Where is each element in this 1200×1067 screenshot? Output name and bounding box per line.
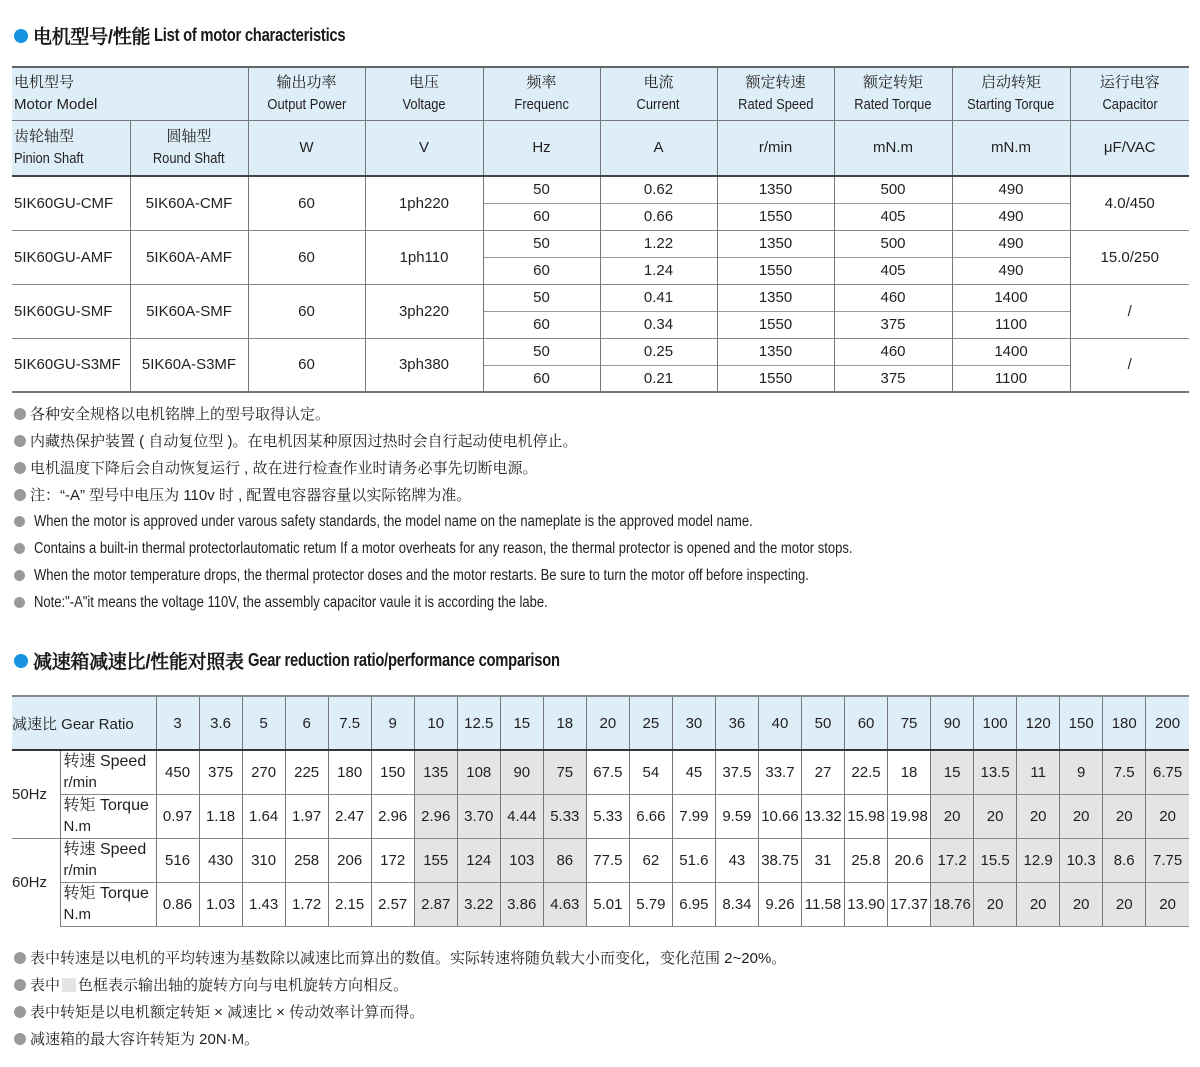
- rated-torque: 460: [834, 284, 952, 311]
- gear-value-cell: 20: [1146, 794, 1189, 838]
- note-cn: 表中转矩是以电机额定转矩 × 减速比 × 传动效率计算而得。: [14, 998, 786, 1025]
- gear-value-cell: 15.5: [974, 838, 1017, 882]
- capacitor: /: [1070, 284, 1189, 338]
- gear-value-cell: 2.96: [371, 794, 414, 838]
- note-en: When the motor temperature drops, the thermal protector doses and the motor restarts. Be sure to turn the motor off before inspecting.: [14, 562, 1008, 589]
- gear-value-cell: 7.99: [672, 794, 715, 838]
- gear-value-cell: 258: [285, 838, 328, 882]
- capacitor: /: [1070, 338, 1189, 392]
- rated-torque: 460: [834, 338, 952, 365]
- gear-value-cell: 43: [715, 838, 758, 882]
- gear-ratio-header: 18: [543, 696, 586, 750]
- frequency: 50: [483, 176, 600, 203]
- gear-table-row: [12, 882, 1189, 926]
- rated-torque: 375: [834, 311, 952, 338]
- gear-ratio-header: 12.5: [457, 696, 500, 750]
- gear-value-cell: 10.3: [1060, 838, 1103, 882]
- gear-value-cell: 75: [543, 750, 586, 794]
- rated-speed: 1550: [717, 257, 834, 284]
- gear-value-cell: 9.26: [758, 882, 801, 926]
- gear-value-cell: 375: [199, 750, 242, 794]
- note-en: Note:"-A"it means the voltage 110V, the assembly capacitor vaule it is according the labe.: [14, 589, 1008, 616]
- bullet-icon: [14, 435, 26, 447]
- gear-ratio-header: 10: [414, 696, 457, 750]
- output-power: 60: [248, 338, 365, 392]
- gear-value-cell: 19.98: [888, 794, 931, 838]
- gear-value-cell: 206: [328, 838, 371, 882]
- motor-table-row: [12, 338, 1189, 365]
- current: 0.21: [600, 365, 717, 392]
- gear-ratio-header: 30: [672, 696, 715, 750]
- current: 0.62: [600, 176, 717, 203]
- section-title-motor-characteristics: [14, 22, 388, 49]
- gear-value-cell: 225: [285, 750, 328, 794]
- starting-torque: 1100: [952, 365, 1070, 392]
- gear-value-cell: 2.15: [328, 882, 371, 926]
- bullet-icon: [14, 408, 26, 420]
- gear-value-cell: 3.22: [457, 882, 500, 926]
- gear-value-cell: 51.6: [672, 838, 715, 882]
- gear-value-cell: 38.75: [758, 838, 801, 882]
- gear-notes: [14, 944, 786, 1052]
- header-pinion-shaft: 齿轮轴型 Pinion Shaft: [12, 120, 130, 176]
- gear-value-cell: 7.75: [1146, 838, 1189, 882]
- gear-table-row: [12, 750, 1189, 794]
- gear-ratio-header: 36: [715, 696, 758, 750]
- gear-value-cell: 5.33: [586, 794, 629, 838]
- gear-value-cell: 20: [1103, 882, 1146, 926]
- gear-value-cell: 2.47: [328, 794, 371, 838]
- rated-torque: 500: [834, 230, 952, 257]
- note-cn: 减速箱的最大容许转矩为 20N·M。: [14, 1025, 786, 1052]
- gear-value-cell: 1.18: [199, 794, 242, 838]
- gear-value-cell: 5.01: [586, 882, 629, 926]
- gear-value-cell: 3.70: [457, 794, 500, 838]
- gear-value-cell: 2.96: [414, 794, 457, 838]
- motor-table-row: [12, 230, 1189, 257]
- row-label: 转速 Speed r/min: [60, 838, 156, 882]
- starting-torque: 490: [952, 257, 1070, 284]
- frequency: 60: [483, 365, 600, 392]
- header-current: 电流 Current: [600, 67, 717, 120]
- frequency: 60: [483, 203, 600, 230]
- row-label: 转矩 Torque N.m: [60, 794, 156, 838]
- unit-current: A: [600, 120, 717, 176]
- gear-value-cell: 20: [974, 794, 1017, 838]
- gear-ratio-header: 60: [845, 696, 888, 750]
- unit-voltage: V: [365, 120, 483, 176]
- frequency-label: 50Hz: [12, 750, 60, 838]
- gear-value-cell: 25.8: [845, 838, 888, 882]
- header-motor-model: 电机型号 Motor Model: [12, 67, 248, 120]
- header-rated-speed: 额定转速 Rated Speed: [717, 67, 834, 120]
- header-capacitor: 运行电容 Capacitor: [1070, 67, 1189, 120]
- gear-ratio-header: 25: [629, 696, 672, 750]
- header-rated-torque: 额定转矩 Rated Torque: [834, 67, 952, 120]
- rated-speed: 1550: [717, 311, 834, 338]
- frequency: 60: [483, 311, 600, 338]
- gear-ratio-header: 3: [156, 696, 199, 750]
- pinion-shaft-model: 5IK60GU-CMF: [12, 176, 130, 230]
- gear-value-cell: 0.86: [156, 882, 199, 926]
- note-cn: 表中转速是以电机的平均转速为基数除以减速比而算出的数值。实际转速将随负载大小而变化，变化范围 2~20%。: [14, 944, 786, 971]
- frequency: 50: [483, 338, 600, 365]
- row-label: 转矩 Torque N.m: [60, 882, 156, 926]
- gear-value-cell: 124: [457, 838, 500, 882]
- round-shaft-model: 5IK60A-CMF: [130, 176, 248, 230]
- round-shaft-model: 5IK60A-AMF: [130, 230, 248, 284]
- gear-value-cell: 103: [500, 838, 543, 882]
- note-en: When the motor is approved under varous safety standards, the model name on the nameplate is the approved model name.: [14, 508, 1008, 535]
- bullet-icon: [14, 597, 25, 608]
- gear-value-cell: 17.37: [888, 882, 931, 926]
- gear-value-cell: 5.79: [629, 882, 672, 926]
- gear-value-cell: 20: [1103, 794, 1146, 838]
- gear-value-cell: 15: [931, 750, 974, 794]
- gear-value-cell: 12.9: [1017, 838, 1060, 882]
- bullet-icon: [14, 1006, 26, 1018]
- header-voltage: 电压 Voltage: [365, 67, 483, 120]
- frequency: 50: [483, 230, 600, 257]
- rated-speed: 1550: [717, 365, 834, 392]
- rated-speed: 1350: [717, 284, 834, 311]
- gear-value-cell: 108: [457, 750, 500, 794]
- starting-torque: 1400: [952, 338, 1070, 365]
- frequency-label: 60Hz: [12, 838, 60, 926]
- gear-value-cell: 9.59: [715, 794, 758, 838]
- gear-table-row: [12, 838, 1189, 882]
- gear-value-cell: 11.58: [801, 882, 844, 926]
- gear-ratio-header: 5: [242, 696, 285, 750]
- starting-torque: 1400: [952, 284, 1070, 311]
- gear-value-cell: 450: [156, 750, 199, 794]
- pinion-shaft-model: 5IK60GU-AMF: [12, 230, 130, 284]
- gear-value-cell: 20: [1146, 882, 1189, 926]
- starting-torque: 490: [952, 230, 1070, 257]
- bullet-icon: [14, 979, 26, 991]
- rated-speed: 1350: [717, 230, 834, 257]
- gear-value-cell: 17.2: [931, 838, 974, 882]
- bullet-icon: [14, 489, 26, 501]
- capacitor: 4.0/450: [1070, 176, 1189, 230]
- rated-torque: 500: [834, 176, 952, 203]
- bullet-icon: [14, 952, 26, 964]
- gear-value-cell: 45: [672, 750, 715, 794]
- gear-ratio-header: 3.6: [199, 696, 242, 750]
- gear-value-cell: 4.63: [543, 882, 586, 926]
- gear-value-cell: 1.72: [285, 882, 328, 926]
- gear-ratio-header: 150: [1060, 696, 1103, 750]
- note-en: Contains a built-in thermal protectorlautomatic retum If a motor overheats for any reason, the thermal protector is opened and the motor stops.: [14, 535, 1008, 562]
- voltage: 1ph220: [365, 176, 483, 230]
- output-power: 60: [248, 176, 365, 230]
- current: 0.41: [600, 284, 717, 311]
- rated-torque: 405: [834, 257, 952, 284]
- gear-value-cell: 37.5: [715, 750, 758, 794]
- gear-value-cell: 516: [156, 838, 199, 882]
- pinion-shaft-model: 5IK60GU-SMF: [12, 284, 130, 338]
- gear-value-cell: 67.5: [586, 750, 629, 794]
- gear-value-cell: 20: [931, 794, 974, 838]
- gear-value-cell: 155: [414, 838, 457, 882]
- gear-ratio-header: 50: [801, 696, 844, 750]
- section-title-cn: 减速箱减速比/性能对照表: [33, 652, 244, 673]
- voltage: 3ph380: [365, 338, 483, 392]
- gear-value-cell: 0.97: [156, 794, 199, 838]
- gear-ratio-header: 40: [758, 696, 801, 750]
- gear-value-cell: 9: [1060, 750, 1103, 794]
- starting-torque: 1100: [952, 311, 1070, 338]
- frequency: 60: [483, 257, 600, 284]
- rated-speed: 1550: [717, 203, 834, 230]
- gear-table-row: [12, 794, 1189, 838]
- gear-value-cell: 1.64: [242, 794, 285, 838]
- gear-value-cell: 13.90: [845, 882, 888, 926]
- starting-torque: 490: [952, 203, 1070, 230]
- note-cn: 各种安全规格以电机铭牌上的型号取得认定。: [14, 400, 1008, 427]
- row-label: 转速 Speed r/min: [60, 750, 156, 794]
- gear-value-cell: 8.6: [1103, 838, 1146, 882]
- gear-value-cell: 20: [1060, 882, 1103, 926]
- gear-value-cell: 20.6: [888, 838, 931, 882]
- gear-value-cell: 86: [543, 838, 586, 882]
- header-output-power: 输出功率 Output Power: [248, 67, 365, 120]
- unit-power: W: [248, 120, 365, 176]
- unit-rated-speed: r/min: [717, 120, 834, 176]
- gear-value-cell: 20: [974, 882, 1017, 926]
- gear-value-cell: 20: [1017, 794, 1060, 838]
- current: 0.25: [600, 338, 717, 365]
- gear-value-cell: 3.86: [500, 882, 543, 926]
- gear-value-cell: 4.44: [500, 794, 543, 838]
- gear-value-cell: 20: [1060, 794, 1103, 838]
- header-round-shaft: 圆轴型 Round Shaft: [130, 120, 248, 176]
- gear-value-cell: 150: [371, 750, 414, 794]
- pinion-shaft-model: 5IK60GU-S3MF: [12, 338, 130, 392]
- gear-ratio-header: 120: [1017, 696, 1060, 750]
- gear-ratio-header: 6: [285, 696, 328, 750]
- round-shaft-model: 5IK60A-S3MF: [130, 338, 248, 392]
- gear-value-cell: 172: [371, 838, 414, 882]
- bullet-icon: [14, 1033, 26, 1045]
- round-shaft-model: 5IK60A-SMF: [130, 284, 248, 338]
- gear-ratio-header: 75: [888, 696, 931, 750]
- gear-value-cell: 18.76: [931, 882, 974, 926]
- section-title-en: List of motor characteristics: [154, 25, 346, 45]
- motor-characteristics-table: [12, 66, 1189, 393]
- gear-value-cell: 13.32: [801, 794, 844, 838]
- gear-value-cell: 62: [629, 838, 672, 882]
- gear-value-cell: 430: [199, 838, 242, 882]
- gear-ratio-header: 100: [974, 696, 1017, 750]
- gear-value-cell: 13.5: [974, 750, 1017, 794]
- current: 1.22: [600, 230, 717, 257]
- bullet-icon: [14, 516, 25, 527]
- gear-value-cell: 77.5: [586, 838, 629, 882]
- gear-ratio-header: 200: [1146, 696, 1189, 750]
- capacitor: 15.0/250: [1070, 230, 1189, 284]
- gear-value-cell: 5.33: [543, 794, 586, 838]
- note-cn: 内藏热保护装置 ( 自动复位型 )。在电机因某种原因过热时会自行起动使电机停止。: [14, 427, 1008, 454]
- section-title-cn: 电机型号/性能: [33, 27, 151, 48]
- bullet-icon: [14, 570, 25, 581]
- header-gear-ratio: 减速比 Gear Ratio: [12, 696, 156, 750]
- gear-value-cell: 90: [500, 750, 543, 794]
- bullet-icon: [14, 543, 25, 554]
- section-title-en: Gear reduction ratio/performance comparison: [247, 650, 560, 670]
- gear-ratio-header: 90: [931, 696, 974, 750]
- gear-value-cell: 20: [1017, 882, 1060, 926]
- gear-value-cell: 135: [414, 750, 457, 794]
- current: 0.66: [600, 203, 717, 230]
- starting-torque: 490: [952, 176, 1070, 203]
- unit-capacitor: μF/VAC: [1070, 120, 1189, 176]
- header-starting-torque: 启动转矩 Starting Torque: [952, 67, 1070, 120]
- gear-value-cell: 180: [328, 750, 371, 794]
- output-power: 60: [248, 284, 365, 338]
- gear-ratio-header: 15: [500, 696, 543, 750]
- motor-notes: [14, 400, 1008, 616]
- gear-value-cell: 1.43: [242, 882, 285, 926]
- gear-value-cell: 310: [242, 838, 285, 882]
- gear-value-cell: 2.57: [371, 882, 414, 926]
- gear-value-cell: 22.5: [845, 750, 888, 794]
- gear-value-cell: 33.7: [758, 750, 801, 794]
- rated-speed: 1350: [717, 338, 834, 365]
- gear-value-cell: 2.87: [414, 882, 457, 926]
- gear-value-cell: 8.34: [715, 882, 758, 926]
- unit-frequency: Hz: [483, 120, 600, 176]
- current: 0.34: [600, 311, 717, 338]
- voltage: 3ph220: [365, 284, 483, 338]
- unit-rated-torque: mN.m: [834, 120, 952, 176]
- gear-value-cell: 11: [1017, 750, 1060, 794]
- unit-starting-torque: mN.m: [952, 120, 1070, 176]
- gear-value-cell: 31: [801, 838, 844, 882]
- output-power: 60: [248, 230, 365, 284]
- gear-value-cell: 18: [888, 750, 931, 794]
- voltage: 1ph110: [365, 230, 483, 284]
- rated-torque: 375: [834, 365, 952, 392]
- gear-ratio-table: [12, 695, 1189, 927]
- motor-table-row: [12, 176, 1189, 203]
- section-title-gear-ratio: [14, 647, 628, 674]
- motor-table-row: [12, 284, 1189, 311]
- shade-swatch-icon: [62, 978, 76, 992]
- bullet-dot-icon: [14, 654, 28, 668]
- rated-torque: 405: [834, 203, 952, 230]
- note-cn: 注：“-A” 型号中电压为 110v 时 , 配置电容器容量以实际铭牌为准。: [14, 481, 1008, 508]
- gear-value-cell: 15.98: [845, 794, 888, 838]
- gear-value-cell: 6.66: [629, 794, 672, 838]
- note-cn: 表中 色框表示输出轴的旋转方向与电机旋转方向相反。: [14, 971, 786, 998]
- current: 1.24: [600, 257, 717, 284]
- gear-value-cell: 1.97: [285, 794, 328, 838]
- frequency: 50: [483, 284, 600, 311]
- gear-value-cell: 1.03: [199, 882, 242, 926]
- bullet-dot-icon: [14, 29, 28, 43]
- gear-value-cell: 54: [629, 750, 672, 794]
- gear-value-cell: 270: [242, 750, 285, 794]
- gear-ratio-header: 180: [1103, 696, 1146, 750]
- gear-value-cell: 7.5: [1103, 750, 1146, 794]
- gear-ratio-header: 9: [371, 696, 414, 750]
- note-cn: 电机温度下降后会自动恢复运行 , 故在进行检查作业时请务必事先切断电源。: [14, 454, 1008, 481]
- gear-value-cell: 6.75: [1146, 750, 1189, 794]
- rated-speed: 1350: [717, 176, 834, 203]
- gear-ratio-header: 7.5: [328, 696, 371, 750]
- gear-ratio-header: 20: [586, 696, 629, 750]
- gear-value-cell: 27: [801, 750, 844, 794]
- gear-value-cell: 6.95: [672, 882, 715, 926]
- bullet-icon: [14, 462, 26, 474]
- gear-value-cell: 10.66: [758, 794, 801, 838]
- header-frequency: 频率 Frequenc: [483, 67, 600, 120]
